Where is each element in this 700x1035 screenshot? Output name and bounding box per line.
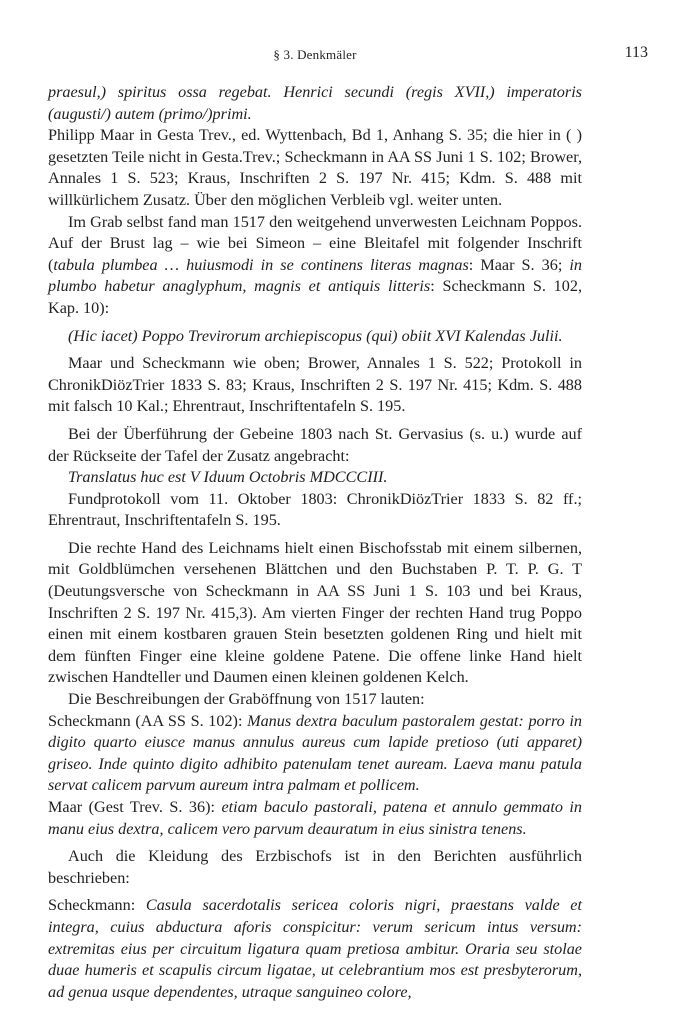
italic-text: praesul,) spiritus ossa regebat. Henrici secundi (regis XVII,) imperatoris (augusti/) autem (primo/)primi. <box>48 83 582 123</box>
text-run: Scheckmann: <box>48 896 146 915</box>
paragraph <box>48 538 582 689</box>
italic-text: Translatus huc est V Iduum Octobris MDCCCIII. <box>68 468 388 487</box>
paragraph <box>48 797 582 840</box>
italic-text: Manus dextra baculum pastoralem gestat: porro in digito quarto eiusce manus annulus aureus cum lapide pretioso (uti apparet) griseo. Inde quinto digito adhibito patenulam tenet auream. Laeva manu patula servat calicem parvum aureum intra palmam et pollicem. <box>48 711 582 795</box>
paragraph <box>48 689 582 711</box>
text-run: Bei der Überführung der Gebeine 1803 nach St. Gervasius (s. u.) wurde auf der Rückseite der Tafel der Zusatz angebracht: <box>48 424 582 465</box>
paragraph <box>48 895 582 1003</box>
text-run: Die Beschreibungen der Graböffnung von 1517 lauten: <box>68 690 425 709</box>
text-run: : Maar S. 36; <box>468 255 570 274</box>
paragraph <box>48 424 582 467</box>
text-run: Maar und Scheckmann wie oben; Brower, Annales 1 S. 522; Protokoll in ChronikDiözTrier 1833 S. 83; Kraus, Inschriften 2 S. 197 Nr. 415; Kdm. S. 488 mit falsch 10 Kal.; Ehrentraut, Inschriftentafeln S. 195. <box>48 354 582 416</box>
page-number: 113 <box>624 44 648 61</box>
paragraph <box>48 125 582 211</box>
text-run: Scheckmann (AA SS S. 102): <box>48 711 248 730</box>
paragraph <box>48 82 582 125</box>
running-head <box>48 44 648 64</box>
italic-text: in plumbo habetur anaglyphum, magnis et antiquis litteris <box>48 255 582 296</box>
italic-text: (Hic iacet) Poppo Trevirorum archiepiscopus (qui) obiit XVI Kalendas Julii. <box>68 326 563 345</box>
paragraph <box>48 326 582 348</box>
text-run: Auch die Kleidung des Erzbischofs ist in den Berichten ausführlich beschrieben: <box>48 847 582 887</box>
text-run: Im Grab selbst fand man 1517 den weitgehend unverwesten Leichnam Poppos. Auf der Brust lag – wie bei Simeon – eine Bleitafel mit folgender Inschrift ( <box>48 212 582 274</box>
body-text <box>48 82 582 1003</box>
text-run: Philipp Maar in Gesta Trev., ed. Wyttenbach, Bd 1, Anhang S. 35; die hier in ( ) gesetzten Teile nicht in Gesta.Trev.; Scheckmann in AA SS Juni 1 S. 102; Brower, Annales 1 S. 523; Kraus, Inschriften 2 S. 197 Nr. 415; Kdm. S. 488 mit willkürlichem Zusatz. Über den möglichen Verbleib vgl. weiter unten. <box>48 126 582 209</box>
italic-text: tabula plumbea … huiusmodi in se continens literas magnas <box>53 255 469 274</box>
text-run: Maar (Gest Trev. S. 36): <box>48 798 222 816</box>
paragraph <box>48 711 582 797</box>
text-run: : Scheckmann S. 102, Kap. 10): <box>48 277 582 317</box>
section-title: § 3. Denkmäler <box>273 47 357 62</box>
italic-text: Casula sacerdotalis sericea coloris nigri, praestans valde et integra, cuius abductura aforis conspicitur: verum sericum intus versum: extremitas eius per circuitum ligatura quam pretiosa ambitur. Oraria seu stolae duae humeris et scapulis circum ligatae, ut celebrantium mos est presbyterorum, ad genua usque dependentes, utraque sanguineo colore, <box>48 896 582 1001</box>
paragraph <box>48 489 582 532</box>
text-run: Die rechte Hand des Leichnams hielt einen Bischofsstab mit einem silbernen, mit Goldblümchen versehenen Blättchen und den Buchstaben P. T. P. G. T (Deutungsversche von Scheckmann in AA SS Juni 1 S. 103 und bei Kraus, Inschriften 2 S. 197 Nr. 415,3). Am vierten Finger der rechten Hand trug Poppo einen mit einem kostbaren grauen Stein besetzten goldenen Ring und hielt mit dem fünften Finger eine kleine goldene Patene. Die offene linke Hand hielt zwischen Handteller und Daumen einen kleinen goldenen Kelch. <box>48 538 582 687</box>
paragraph <box>48 212 582 320</box>
text-run: Fundprotokoll vom 11. Oktober 1803: ChronikDiözTrier 1833 S. 82 ff.; Ehrentraut, Inschriftentafeln S. 195. <box>48 489 582 530</box>
italic-text: etiam baculo pastorali, patena et annulo gemmato in manu eius dextra, calicem vero parvum deauratum in eius sinistra tenens. <box>48 798 582 838</box>
paragraph <box>48 846 582 889</box>
paragraph <box>48 353 582 418</box>
paragraph <box>48 467 582 489</box>
